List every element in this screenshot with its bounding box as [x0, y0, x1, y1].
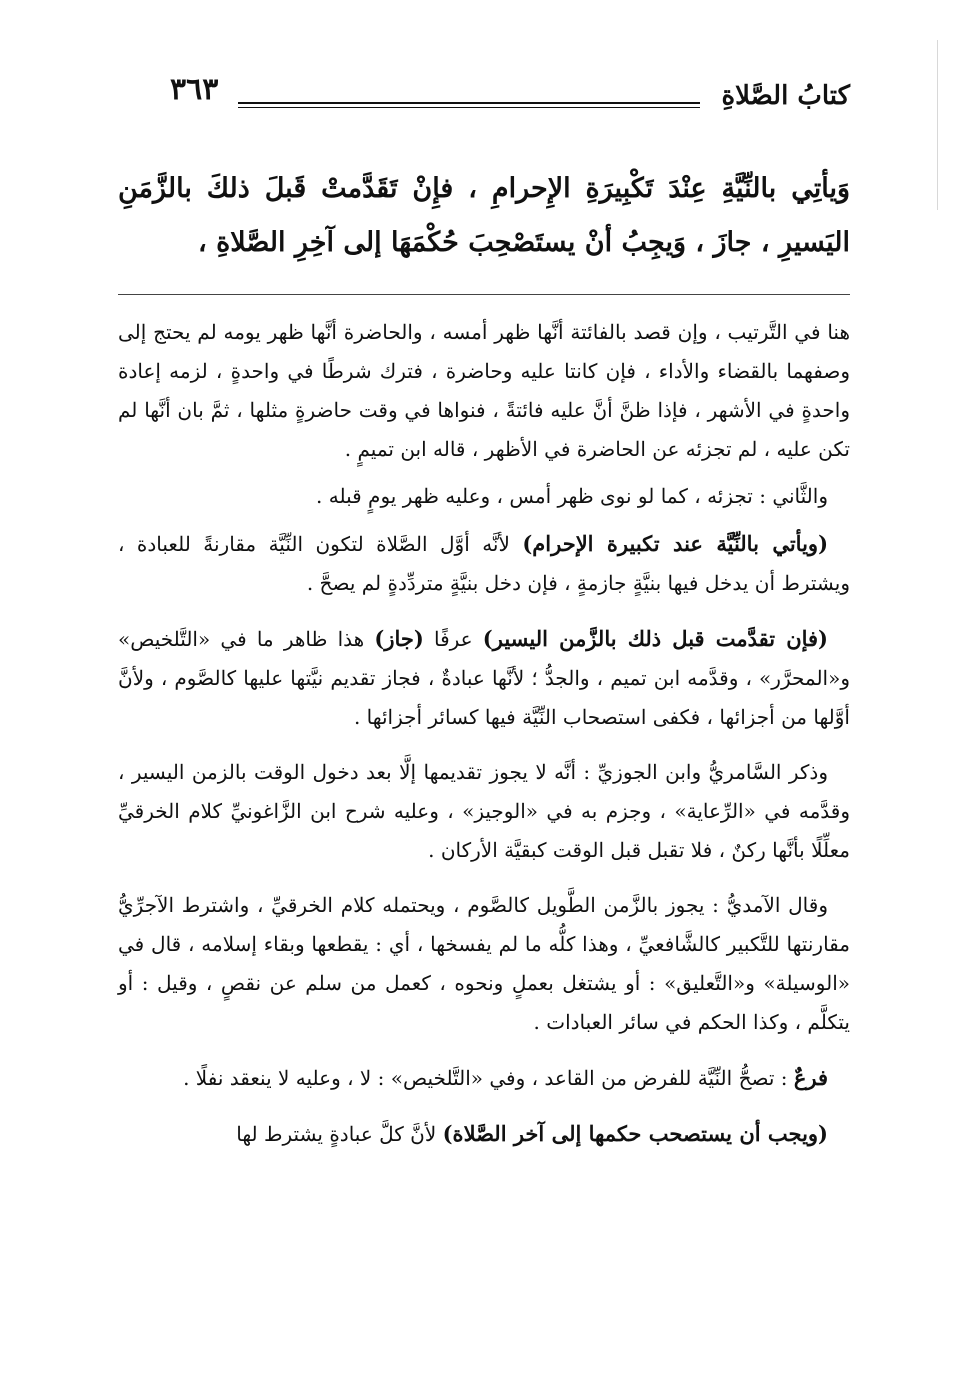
quoted-matn: (جاز) [374, 626, 424, 651]
quoted-matn: (ويأتي بالنِّيَّة عند تكبيرة الإحرام) [522, 531, 828, 556]
quoted-matn: (ويجب أن يستصحب حكمها إلى آخر الصَّلاة) [442, 1121, 828, 1146]
scan-edge-mark [937, 40, 938, 210]
commentary-text: هذا ظاهر ما في «التَّلخيص» و«المحرَّر» ، وقدَّمه ابن تميم ، والجدُّ ؛ لأنَّها عبادةٌ ، فجاز تقديم نيَّتها عليها كالصَّوم ، ولأنَّ أوَّلها من أجزائها ، فكفى استصحاب النِّيَّة فيها كسائر أجزائها . [118, 627, 850, 729]
sharh-paragraph-5: وذكر السَّامريُّ وابن الجوزيِّ : أنَّه لا يجوز تقديمها إلَّا بعد دخول الوقت بالزمن اليسير ، وقدَّمه في «الرِّعاية» ، وجزم به في «الوجيز» ، وعليه شرح ابن الزَّاغونيِّ كلام الخرقيِّ معلِّلًا بأنَّها ركنٌ ، فلا تقبل قبل الوقت كبقيَّة الأركان . [118, 760, 850, 862]
matn-text: وَيأتِي بالنِّيَّةِ عِنْدَ تَكْبِيرَةِ الإِحرامِ ، فإِنْ تَقَدَّمتْ قَبلَ ذلكَ بالزَّمَنِ اليَسيرِ ، جازَ ، وَيجِبُ أنْ يستَصْحِبَ حُكْمَهَا إلى آخِرِ الصَّلاةِ ، [118, 173, 850, 258]
quoted-matn: (فإن تقدَّمت قبل ذلك بالزَّمن اليسير) [482, 626, 828, 651]
sharh-paragraph-4 [118, 619, 850, 737]
sharh-commentary [118, 313, 850, 1154]
sharh-paragraph-2: والثَّاني : تجزئه ، كما لو نوى ظهر أمس ، وعليه ظهر يومٍ قبله . [316, 484, 828, 508]
book-title: كتابُ الصَّلاةِ [721, 81, 850, 111]
commentary-text: : تصحُّ النِّيَّة للفرض من القاعد ، وفي «التَّلخيص» : لا ، وعليه لا ينعقد نفلًا . [183, 1066, 794, 1090]
page-number: ٣٦٣ [170, 72, 219, 107]
sharh-paragraph-1: هنا في التَّرتيب ، وإن قصد بالفائتة أنَّها ظهر أمسه ، والحاضرة أنَّها ظهر يومه لم يحتج إلى وصفهما بالقضاء والأداء ، فإن كانتا عليه وحاضرة ، فترك شرطًا في واحدةٍ ، لزمه إعادة واحدةٍ في الأشهر ، فإذا ظنَّ أنَّ عليه فائتةً ، فنواها في وقت حاضرةٍ مثلها ، ثمَّ بان أنَّها لم تكن عليه ، لم تجزئه عن الحاضرة في الأظهر ، قاله ابن تميمٍ . [118, 320, 851, 461]
commentary-text: عرفًا [423, 627, 483, 651]
matn-sharh-divider [118, 294, 850, 295]
commentary-text: لأنَّ كلَّ عبادةٍ يشترط لها [236, 1122, 443, 1146]
sharh-paragraph-6: وقال الآمديُّ : يجوز بالزَّمن الطَّويل كالصَّوم ، ويحتمله كلام الخرقيِّ ، واشترط الآجرِّيُّ مقارنتها للتَّكبير كالشَّافعيِّ ، وهذا كلُّه ما لم يفسخها ، أي : يقطعها وبقاء إسلامه ، قال في «الوسيلة» و«التَّعليق» : أو يشتغل بعملٍ ونحوه ، كعمل من سلم عن نقصٍ ، وقيل : أو يتكلَّم ، وكذا الحكم في سائر العبادات . [118, 893, 850, 1034]
fara-heading: فرعٌ [793, 1065, 828, 1090]
commentary-text: لأنَّه أوَّل الصَّلاة لتكون النِّيَّة مقارنةً للعبادة ، ويشترط أن يدخل فيها بنيَّةٍ جازمةٍ ، فإن دخل بنيَّةٍ متردِّدةٍ لم يصحَّ . [118, 532, 850, 595]
header-rule [238, 102, 700, 108]
book-page [118, 70, 850, 1162]
sharh-paragraph-7 [118, 1058, 850, 1098]
sharh-paragraph-8 [118, 1114, 850, 1154]
sharh-paragraph-3 [118, 524, 850, 603]
page-header [118, 70, 850, 120]
